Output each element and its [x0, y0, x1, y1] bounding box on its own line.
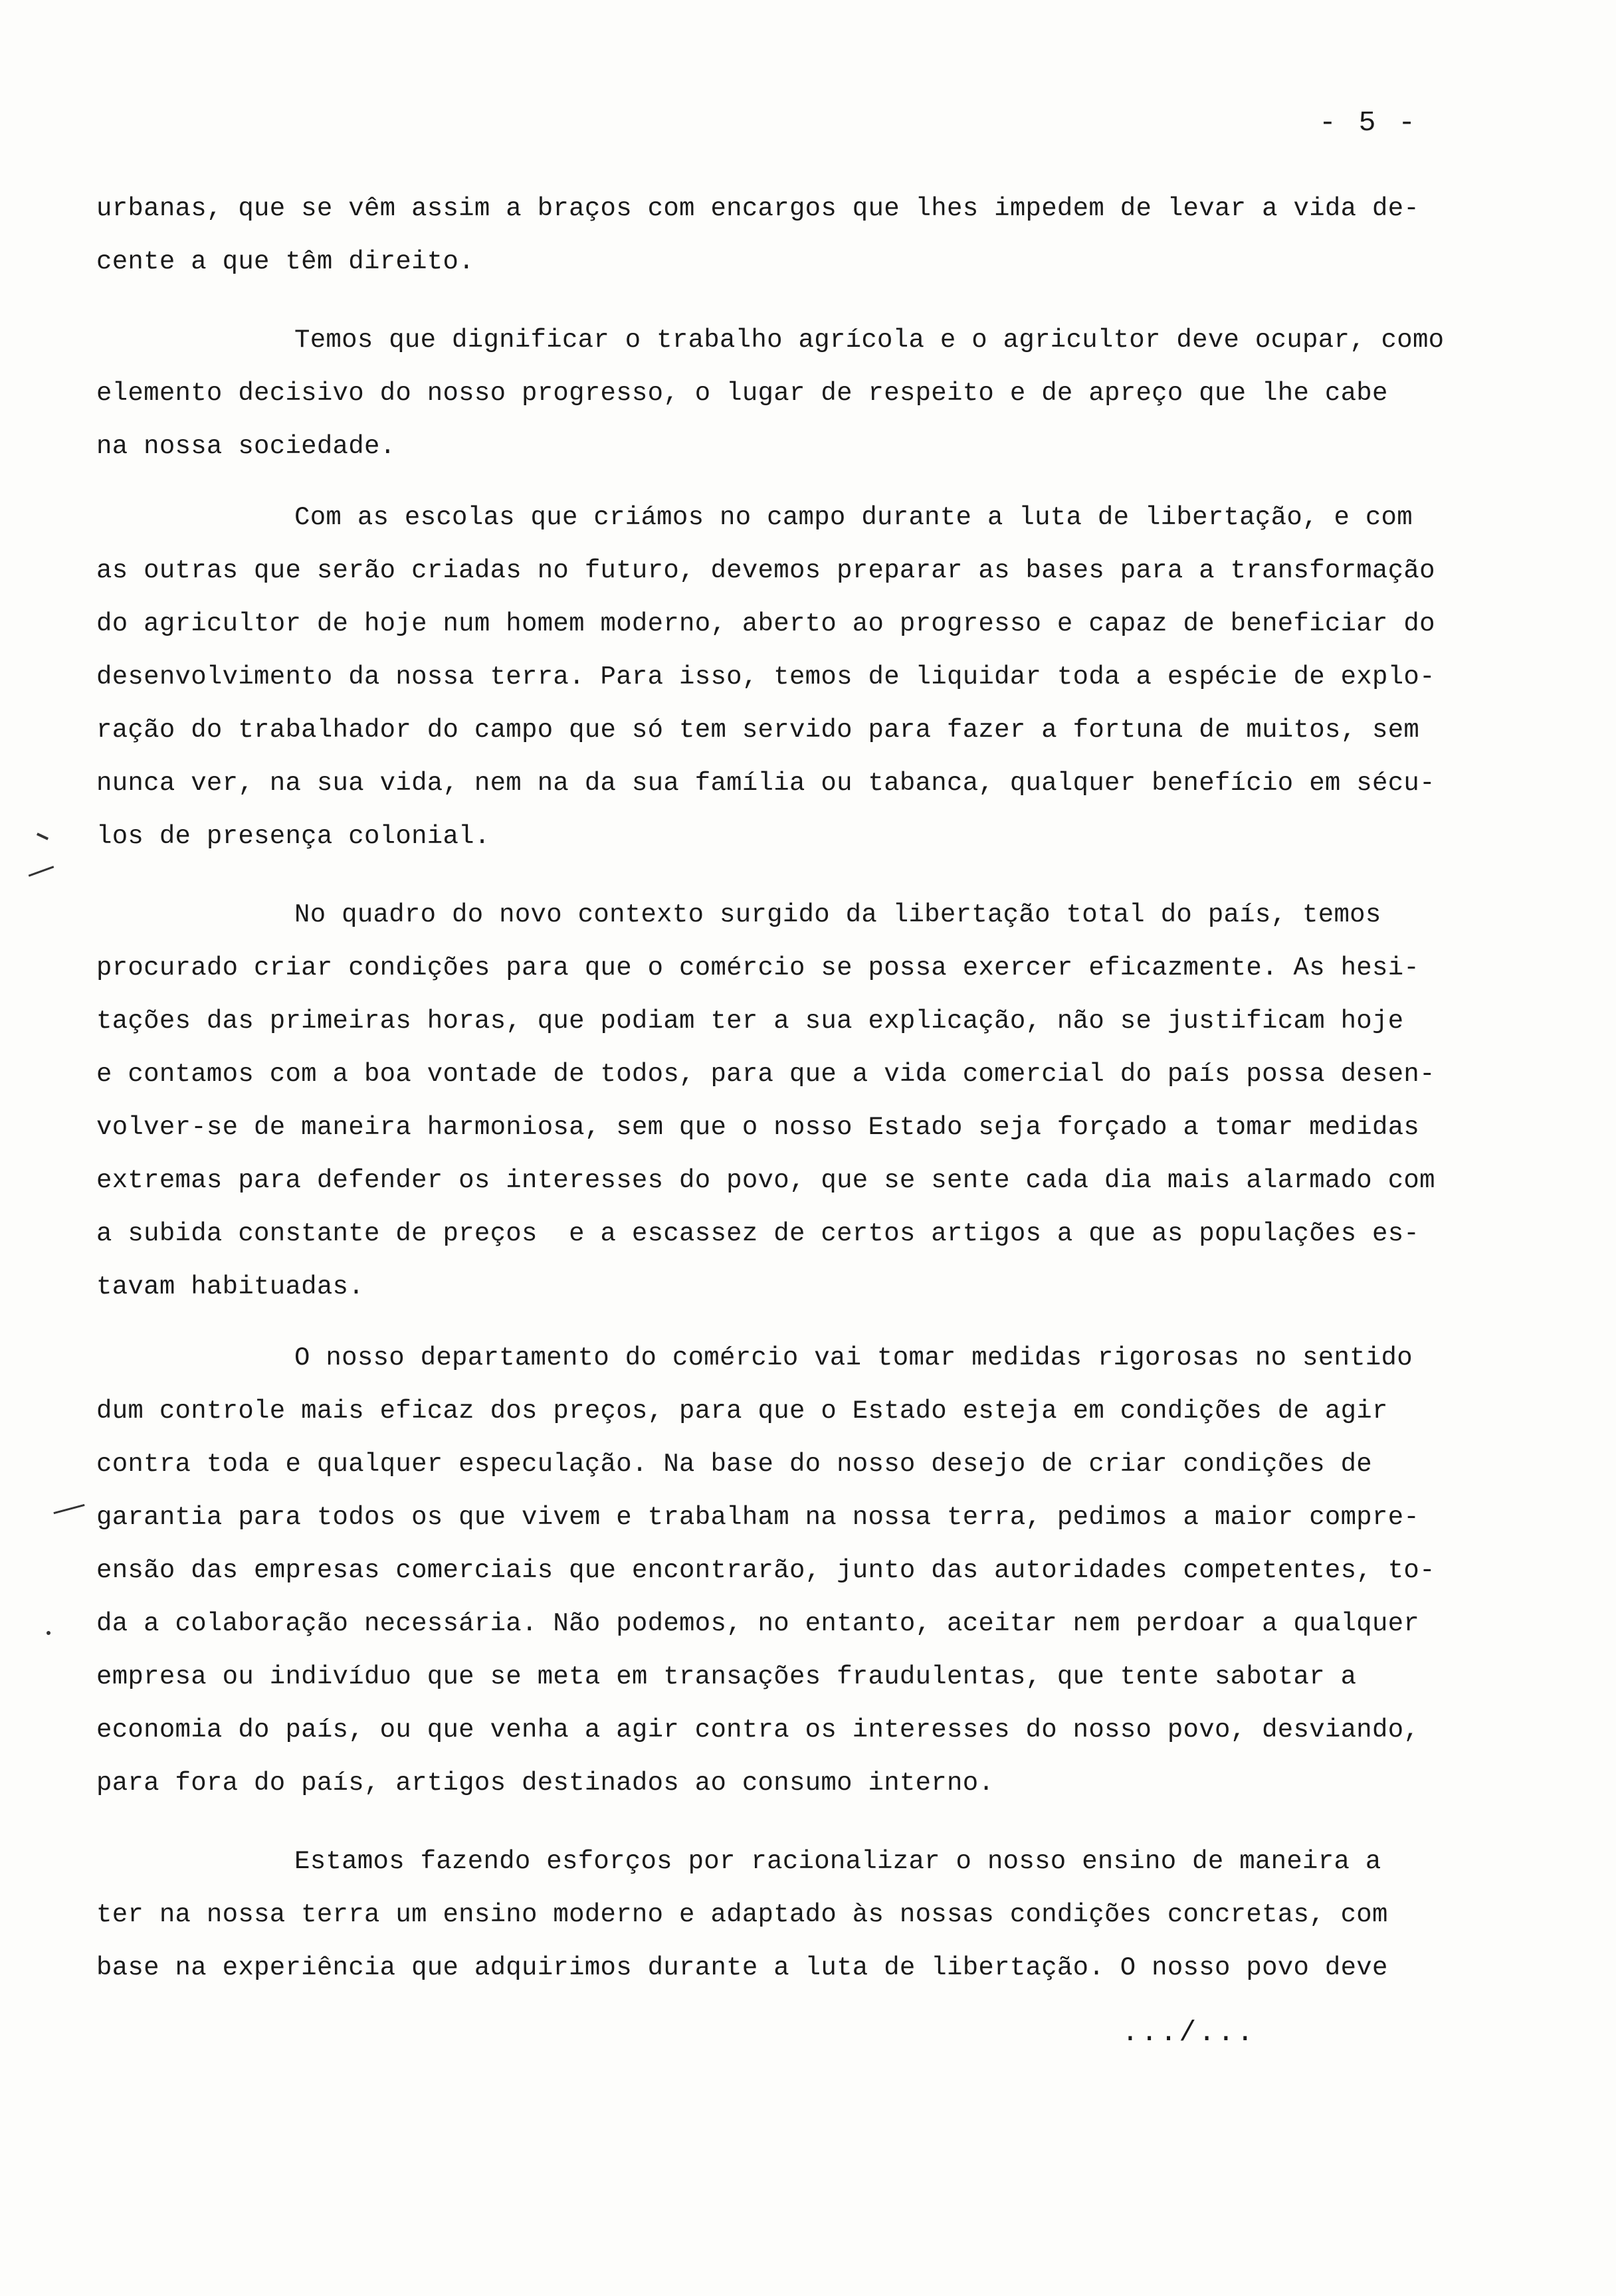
- text-line: cente a que têm direito.: [96, 247, 474, 276]
- page-number: - 5 -: [1319, 106, 1419, 139]
- text-line: ter na nossa terra um ensino moderno e adaptado às nossas condições concretas, com: [96, 1900, 1388, 1929]
- text-line: contra toda e qualquer especulação. Na base do nosso desejo de criar condições de: [96, 1450, 1373, 1479]
- continuation-mark: .../...: [1122, 2016, 1256, 2049]
- margin-mark: [47, 1631, 50, 1635]
- text-line: urbanas, que se vêm assim a braços com encargos que lhes impedem de levar a vida de-: [96, 194, 1420, 223]
- text-line: volver-se de maneira harmoniosa, sem que o nosso Estado seja forçado a tomar medidas: [96, 1113, 1420, 1142]
- text-line: as outras que serão criadas no futuro, devemos preparar as bases para a transformação: [96, 556, 1435, 585]
- text-line: para fora do país, artigos destinados ao consumo interno.: [96, 1769, 995, 1798]
- text-line: do agricultor de hoje num homem moderno, aberto ao progresso e capaz de beneficiar do: [96, 609, 1435, 638]
- text-line: Temos que dignificar o trabalho agrícola e o agricultor deve ocupar, como: [294, 326, 1445, 355]
- text-line: garantia para todos os que vivem e trabalham na nossa terra, pedimos a maior compre-: [96, 1503, 1420, 1532]
- text-line: O nosso departamento do comércio vai tomar medidas rigorosas no sentido: [294, 1343, 1413, 1373]
- text-line: empresa ou indivíduo que se meta em transações fraudulentas, que tente sabotar a: [96, 1662, 1357, 1691]
- text-line: a subida constante de preços e a escassez de certos artigos a que as populações es-: [96, 1219, 1420, 1248]
- text-line: ensão das empresas comerciais que encontrarão, junto das autoridades competentes, to-: [96, 1556, 1435, 1585]
- text-line: No quadro do novo contexto surgido da libertação total do país, temos: [294, 900, 1381, 929]
- text-line: los de presença colonial.: [96, 822, 490, 851]
- text-line: nunca ver, na sua vida, nem na da sua família ou tabanca, qualquer benefício em sécu-: [96, 769, 1435, 798]
- text-line: Com as escolas que criámos no campo durante a luta de libertação, e com: [294, 503, 1413, 532]
- margin-mark: [37, 832, 49, 840]
- margin-mark: [53, 1504, 84, 1514]
- text-line: desenvolvimento da nossa terra. Para isso, temos de liquidar toda a espécie de explo-: [96, 662, 1435, 692]
- text-line: na nossa sociedade.: [96, 432, 396, 461]
- text-line: e contamos com a boa vontade de todos, para que a vida comercial do país possa desen-: [96, 1060, 1435, 1089]
- text-line: tavam habituadas.: [96, 1272, 364, 1301]
- text-line: ração do trabalhador do campo que só tem servido para fazer a fortuna de muitos, sem: [96, 716, 1420, 745]
- text-line: elemento decisivo do nosso progresso, o lugar de respeito e de apreço que lhe cabe: [96, 379, 1388, 408]
- text-line: tações das primeiras horas, que podiam ter a sua explicação, não se justificam hoje: [96, 1006, 1404, 1036]
- text-line: economia do país, ou que venha a agir contra os interesses do nosso povo, desviando,: [96, 1715, 1420, 1745]
- margin-mark: [29, 866, 54, 877]
- text-line: extremas para defender os interesses do povo, que se sente cada dia mais alarmado com: [96, 1166, 1435, 1195]
- text-line: da a colaboração necessária. Não podemos, no entanto, aceitar nem perdoar a qualquer: [96, 1609, 1420, 1638]
- text-line: Estamos fazendo esforços por racionalizar o nosso ensino de maneira a: [294, 1847, 1381, 1876]
- text-line: dum controle mais eficaz dos preços, para que o Estado esteja em condições de agir: [96, 1396, 1388, 1426]
- text-line: base na experiência que adquirimos durante a luta de libertação. O nosso povo deve: [96, 1953, 1388, 1982]
- text-line: procurado criar condições para que o comércio se possa exercer eficazmente. As hesi-: [96, 953, 1420, 983]
